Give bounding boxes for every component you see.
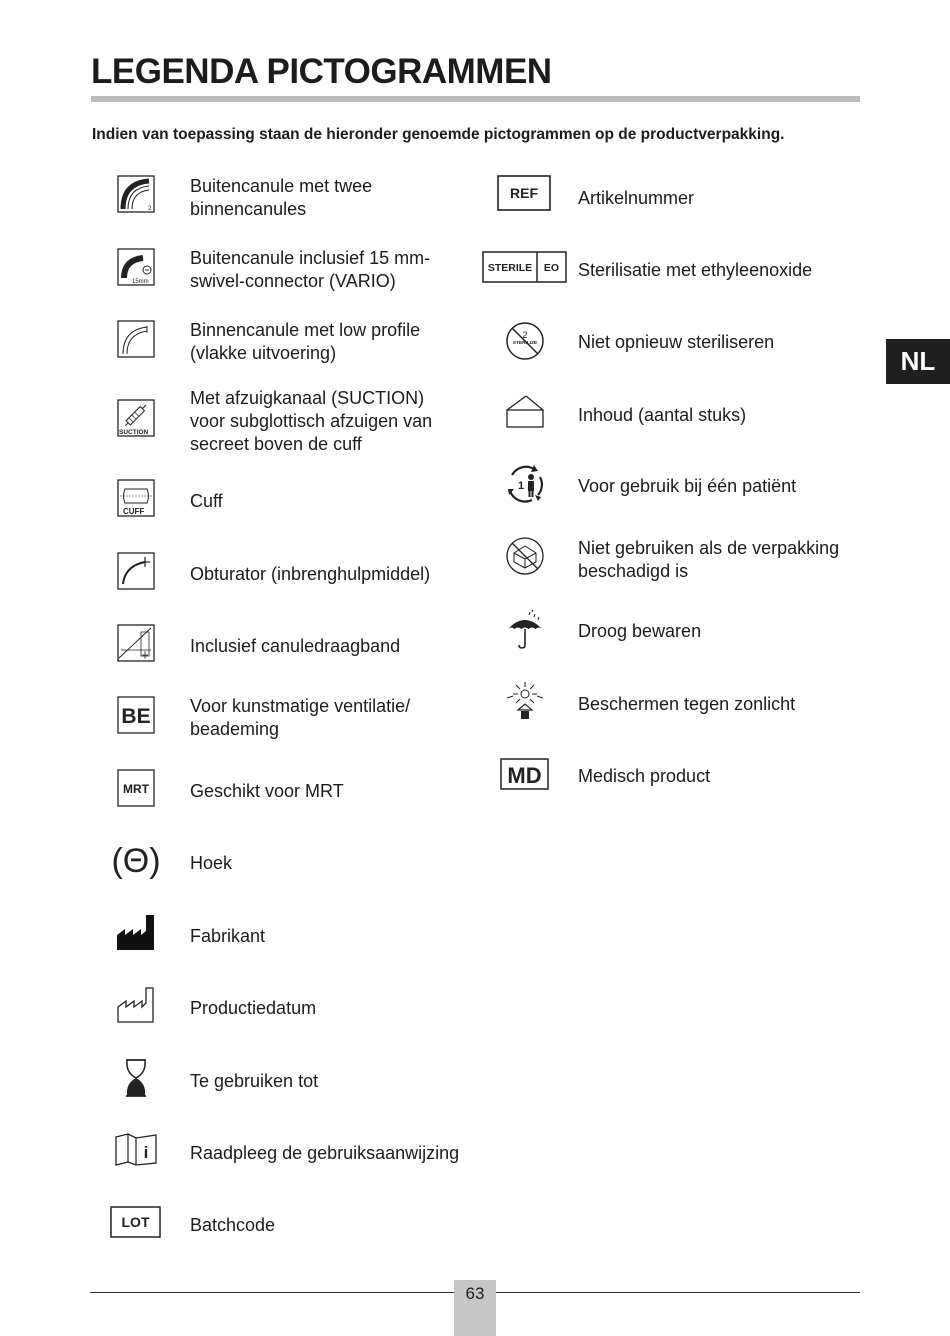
legend-label: Productiedatum [190, 997, 317, 1018]
instructions-icon [114, 1130, 158, 1170]
lot-icon [110, 1206, 162, 1239]
legend-label: Raadpleeg de gebruiksaanwijzing [190, 1142, 460, 1163]
legend-label: Obturator (inbrenghulpmiddel) [190, 563, 431, 584]
svg-text:LOT: LOT [121, 1214, 150, 1230]
angle-icon [110, 838, 162, 882]
neck-strap-icon [116, 623, 156, 663]
svg-text:EO: EO [543, 262, 560, 274]
page-number: 63 [454, 1280, 496, 1336]
legend-label: Artikelnummer [578, 187, 695, 208]
language-tab: NL [886, 339, 950, 384]
single-patient-icon [504, 463, 546, 505]
svg-text:SUCTION: SUCTION [119, 429, 149, 436]
legend-label: Inhoud (aantal stuks) [578, 404, 747, 425]
legend-label: Hoek [190, 852, 233, 873]
svg-text:15mm: 15mm [132, 279, 149, 285]
legend-label: Medisch product [578, 765, 711, 786]
legend-label: Buitencanule met twee binnencanules [190, 176, 373, 219]
do-not-use-if-damaged-icon [504, 535, 546, 577]
legend-label: Geschikt voor MRT [190, 780, 344, 801]
legend-label: Batchcode [190, 1214, 276, 1235]
legend-label: Cuff [190, 490, 223, 511]
ventilation-icon [116, 695, 156, 735]
legend-label: Droog bewaren [578, 620, 702, 641]
svg-text:2: 2 [148, 206, 152, 212]
legend-label: Inclusief canuledraagband [190, 635, 401, 656]
legend-label: Niet gebruiken als de verpakking beschadigd is [578, 538, 840, 581]
svg-text:CUFF: CUFF [123, 507, 145, 516]
mrt-icon [116, 768, 156, 808]
keep-away-from-sunlight-icon [504, 680, 546, 722]
svg-text:(Θ): (Θ) [111, 842, 161, 880]
legend-label: Voor gebruik bij één patiënt [578, 475, 797, 496]
hourglass-icon [116, 1058, 156, 1098]
legend-label: Niet opnieuw steriliseren [578, 331, 775, 352]
contents-icon [504, 392, 546, 432]
manufacturer-icon [116, 913, 156, 953]
medical-device-icon [500, 758, 550, 792]
legend-label: Beschermen tegen zonlicht [578, 693, 796, 714]
legend-label: Fabrikant [190, 925, 266, 946]
title-rule [91, 96, 860, 102]
svg-text:i: i [143, 1143, 149, 1162]
keep-dry-icon [504, 609, 546, 651]
production-date-icon [116, 985, 156, 1025]
sterile-eo-icon [482, 251, 568, 284]
svg-text:STERILIZE: STERILIZE [512, 341, 538, 346]
svg-text:BE: BE [121, 705, 151, 728]
svg-text:MRT: MRT [123, 782, 149, 796]
svg-text:MD: MD [507, 763, 542, 788]
suction-icon [116, 398, 156, 438]
legend-label: Voor kunstmatige ventilatie/ beademing [190, 696, 411, 739]
svg-text:STERILE: STERILE [487, 262, 533, 274]
obturator-icon [116, 551, 156, 591]
cuff-icon [116, 478, 156, 518]
intro-text: Indien van toepassing staan de hieronder genoemde pictogrammen op de productverpakking. [92, 126, 785, 143]
outer-cannula-two-inner-icon [116, 174, 156, 214]
ref-icon [497, 175, 552, 212]
legend-label: Binnencanule met low profile (vlakke uitvoering) [190, 320, 421, 363]
legend-label: Met afzuigkanaal (SUCTION) voor subglottisch afzuigen van secreet boven de cuff [190, 388, 433, 454]
do-not-resterilize-icon [504, 320, 546, 362]
svg-text:1: 1 [518, 480, 525, 492]
legend-label: Buitencanule inclusief 15 mm-swivel-connector (VARIO) [190, 248, 431, 291]
legend-label: Te gebruiken tot [190, 1070, 319, 1091]
page-title: LEGENDA PICTOGRAMMEN [91, 52, 552, 91]
legend-label: Sterilisatie met ethyleenoxide [578, 259, 813, 280]
svg-text:2: 2 [522, 330, 528, 340]
swivel-connector-icon [116, 247, 156, 287]
inner-cannula-low-profile-icon [116, 319, 156, 359]
svg-text:REF: REF [510, 185, 538, 201]
